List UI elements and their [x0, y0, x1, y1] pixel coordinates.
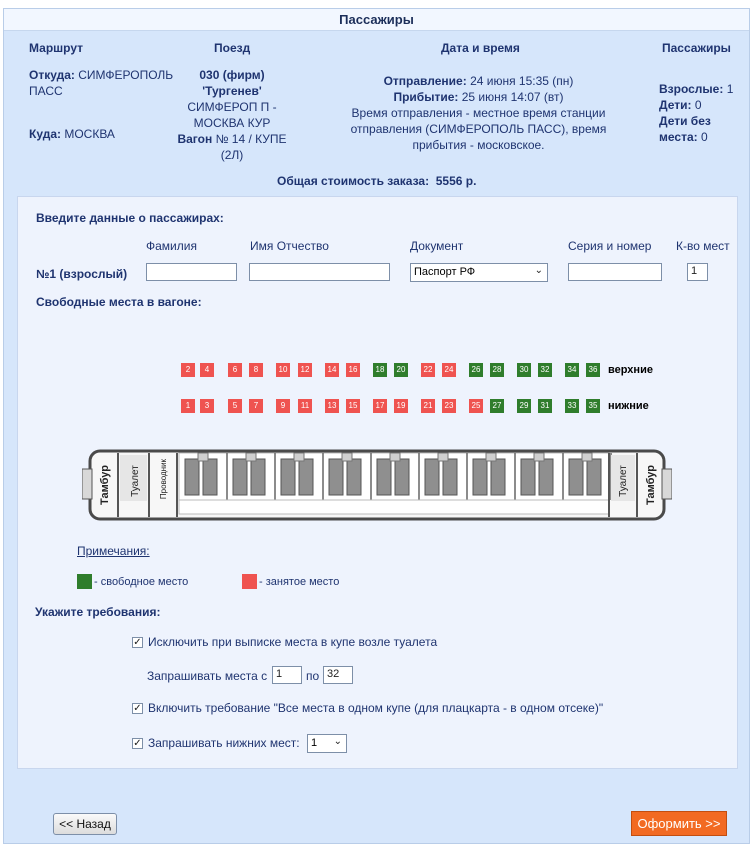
- lower-seats-req-label: Запрашивать нижних мест:: [148, 736, 300, 750]
- car-left-coupling: [82, 469, 92, 499]
- upper-seat-12[interactable]: 12: [298, 363, 312, 377]
- berth-block: [473, 459, 487, 495]
- upper-seat-10[interactable]: 10: [276, 363, 290, 377]
- train-number: 030 (фирм): [199, 68, 265, 82]
- car-right-coupling: [662, 469, 672, 499]
- adults-label: Взрослые:: [659, 82, 724, 96]
- form-title: Введите данные о пассажирах:: [36, 211, 224, 225]
- toilet-right-label: Туалет: [618, 465, 629, 497]
- count-input[interactable]: 1: [687, 263, 708, 281]
- lower-seat-31[interactable]: 31: [538, 399, 552, 413]
- passengers-header: Пассажиры: [662, 41, 731, 55]
- upper-seat-32[interactable]: 32: [538, 363, 552, 377]
- lower-seat-35[interactable]: 35: [586, 399, 600, 413]
- document-select[interactable]: [410, 263, 548, 282]
- conductor-label: Проводник: [159, 458, 168, 500]
- compartment-table: [198, 453, 208, 461]
- chevron-down-icon: ⌄: [333, 736, 342, 747]
- name-input[interactable]: [249, 263, 390, 281]
- lower-seat-3[interactable]: 3: [200, 399, 214, 413]
- legend-busy-label: - занятое место: [259, 576, 340, 588]
- lower-seat-5[interactable]: 5: [228, 399, 242, 413]
- berth-block: [329, 459, 343, 495]
- lower-seat-23[interactable]: 23: [442, 399, 456, 413]
- document-col-header: Документ: [410, 239, 464, 253]
- children-label: Дети:: [659, 98, 692, 112]
- train-route: СИМФЕРОП П - МОСКВА КУР: [187, 100, 277, 130]
- lower-seat-33[interactable]: 33: [565, 399, 579, 413]
- lower-seat-25[interactable]: 25: [469, 399, 483, 413]
- berth-block: [203, 459, 217, 495]
- car-scheme: [82, 445, 672, 525]
- lower-seat-15[interactable]: 15: [346, 399, 360, 413]
- departure-value: 24 июня 15:35 (пн): [470, 74, 574, 88]
- seats-title: Свободные места в вагоне:: [36, 295, 202, 309]
- legend-free-label: - свободное место: [94, 576, 189, 588]
- upper-seat-28[interactable]: 28: [490, 363, 504, 377]
- children-no-seat-value: 0: [700, 130, 708, 144]
- upper-seat-30[interactable]: 30: [517, 363, 531, 377]
- berth-block: [299, 459, 313, 495]
- datetime-info: [306, 73, 651, 153]
- window-title: Пассажиры: [4, 9, 749, 31]
- total-label: Общая стоимость заказа:: [277, 174, 430, 188]
- train-header: Поезд: [214, 41, 251, 55]
- lower-seat-11[interactable]: 11: [298, 399, 312, 413]
- surname-input[interactable]: [146, 263, 237, 281]
- submit-button[interactable]: Оформить >>: [631, 811, 727, 836]
- count-col-header: К-во мест: [676, 239, 730, 253]
- children-value: 0: [694, 98, 702, 112]
- car-value: № 14 / КУПЕ (2Л): [215, 132, 287, 162]
- chevron-down-icon: ⌄: [534, 265, 543, 276]
- lower-seat-9[interactable]: 9: [276, 399, 290, 413]
- upper-seat-8[interactable]: 8: [249, 363, 263, 377]
- request-from-label: Запрашивать места с: [147, 669, 268, 683]
- toilet-left-label: Туалет: [130, 465, 141, 497]
- lower-seat-21[interactable]: 21: [421, 399, 435, 413]
- lower-seat-7[interactable]: 7: [249, 399, 263, 413]
- tambur-left-label: Тамбур: [99, 465, 111, 505]
- passenger-label: №1 (взрослый): [36, 267, 128, 281]
- berth-block: [377, 459, 391, 495]
- exclude-toilet-checkbox[interactable]: ✓: [133, 637, 142, 648]
- berth-block: [539, 459, 553, 495]
- compartment-table: [342, 453, 352, 461]
- berth-block: [347, 459, 361, 495]
- notes-title: Примечания:: [77, 544, 150, 558]
- upper-seat-36[interactable]: 36: [586, 363, 600, 377]
- same-compartment-checkbox[interactable]: ✓: [133, 703, 142, 714]
- lower-seat-29[interactable]: 29: [517, 399, 531, 413]
- name-col-header: Имя Отчество: [250, 239, 329, 253]
- compartment-table: [438, 453, 448, 461]
- compartment-table: [294, 453, 304, 461]
- datetime-header: Дата и время: [441, 41, 520, 55]
- berth-block: [425, 459, 439, 495]
- children-no-seat-label: Дети без места:: [659, 114, 711, 144]
- upper-seat-2[interactable]: 2: [181, 363, 195, 377]
- lower-seat-1[interactable]: 1: [181, 399, 195, 413]
- compartment-table: [486, 453, 496, 461]
- lower-seats-checkbox[interactable]: ✓: [133, 738, 142, 749]
- berth-block: [233, 459, 247, 495]
- lower-seat-13[interactable]: 13: [325, 399, 339, 413]
- exclude-toilet-label: Исключить при выписке места в купе возле туалета: [148, 635, 438, 649]
- total-cost: [277, 173, 476, 189]
- berth-block: [569, 459, 583, 495]
- to-label: Куда:: [29, 127, 61, 141]
- train-name: 'Тургенев': [202, 84, 262, 98]
- arrival-value: 25 июня 14:07 (вт): [461, 90, 564, 104]
- arrival-label: Прибытие:: [393, 90, 459, 104]
- surname-col-header: Фамилия: [146, 239, 197, 253]
- berth-block: [395, 459, 409, 495]
- berth-block: [521, 459, 535, 495]
- berth-block: [443, 459, 457, 495]
- upper-seat-18[interactable]: 18: [373, 363, 387, 377]
- berth-block: [281, 459, 295, 495]
- requirements-title: Укажите требования:: [35, 605, 161, 619]
- arrival: [306, 89, 651, 105]
- route-header: Маршрут: [29, 41, 84, 55]
- route-from: [29, 67, 179, 99]
- compartment-table: [246, 453, 256, 461]
- upper-seat-14[interactable]: 14: [325, 363, 339, 377]
- back-button[interactable]: << Назад: [53, 813, 117, 835]
- time-note: Время отправления - местное время станции отправления (СИМФЕРОПОЛЬ ПАСС), время прибытия - московское.: [350, 106, 607, 152]
- upper-seat-24[interactable]: 24: [442, 363, 456, 377]
- tambur-right-label: Тамбур: [645, 465, 657, 505]
- departure-label: Отправление:: [383, 74, 467, 88]
- car-label: Вагон: [177, 132, 213, 146]
- upper-seat-20[interactable]: 20: [394, 363, 408, 377]
- compartment-table: [582, 453, 592, 461]
- compartment-table: [390, 453, 400, 461]
- lower-seat-27[interactable]: 27: [490, 399, 504, 413]
- request-from-input[interactable]: 1: [272, 666, 302, 684]
- train-car: [172, 131, 292, 163]
- upper-seat-34[interactable]: 34: [565, 363, 579, 377]
- upper-seats-label: верхние: [608, 364, 653, 376]
- same-compartment-label: Включить требование "Все места в одном купе (для плацкарта - в одном отсеке)": [148, 701, 604, 715]
- lower-seats-label: нижние: [608, 400, 649, 412]
- from-value: СИМФЕРОПОЛЬ ПАСС: [29, 68, 174, 98]
- passengers-window: [3, 8, 750, 844]
- berth-block: [587, 459, 601, 495]
- legend-busy-swatch: [242, 574, 257, 589]
- passenger-counts: [659, 81, 749, 145]
- upper-seat-6[interactable]: 6: [228, 363, 242, 377]
- from-label: Откуда:: [29, 68, 75, 82]
- lower-seats-select[interactable]: [307, 734, 347, 753]
- departure: [306, 73, 651, 89]
- upper-seat-16[interactable]: 16: [346, 363, 360, 377]
- upper-seat-22[interactable]: 22: [421, 363, 435, 377]
- to-value: МОСКВА: [64, 127, 115, 141]
- berth-block: [185, 459, 199, 495]
- series-col-header: Серия и номер: [568, 239, 652, 253]
- lower-seat-17[interactable]: 17: [373, 399, 387, 413]
- berth-block: [491, 459, 505, 495]
- berth-block: [251, 459, 265, 495]
- lower-seat-19[interactable]: 19: [394, 399, 408, 413]
- series-input[interactable]: [568, 263, 662, 281]
- total-value: 5556 р.: [435, 174, 477, 188]
- compartment-table: [534, 453, 544, 461]
- lower-seats-value: 1: [311, 737, 318, 749]
- request-to-label: по: [306, 669, 320, 683]
- upper-seat-4[interactable]: 4: [200, 363, 214, 377]
- document-value: Паспорт РФ: [414, 266, 476, 278]
- upper-seat-26[interactable]: 26: [469, 363, 483, 377]
- request-to-input[interactable]: 32: [323, 666, 353, 684]
- route-to: [29, 126, 179, 142]
- adults-value: 1: [726, 82, 734, 96]
- legend-free-swatch: [77, 574, 92, 589]
- train-info: [172, 67, 292, 163]
